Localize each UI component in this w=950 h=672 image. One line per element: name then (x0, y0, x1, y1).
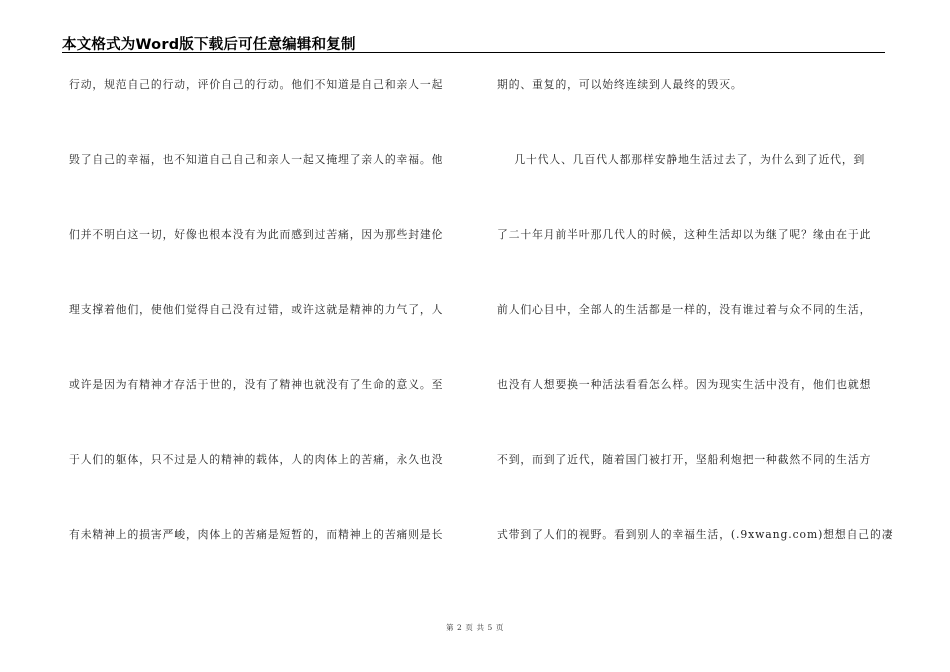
text-line: 有未精神上的损害严峻，肉体上的苦痛是短暂的，而精神上的苦痛则是长 (69, 528, 444, 541)
text-line: 期的、重复的，可以始终连续到人最终的毁灭。 (497, 78, 743, 91)
header-title: 本文格式为Word版下载后可任意编辑和复制 (62, 37, 356, 53)
text-line: 不到，而到了近代，随着国门被打开，坚船利炮把一种截然不同的生活方 (497, 453, 872, 466)
text-line: 了二十年月前半叶那几代人的时候，这种生活却以为继了呢？缘由在于此 (497, 228, 872, 241)
page-number-footer: 第 2 页 共 5 页 (445, 623, 505, 632)
text-line: 于人们的躯体，只不过是人的精神的载体，人的肉体上的苦痛，永久也没 (69, 453, 444, 466)
text-line: 理支撑着他们，使他们觉得自己没有过错，或许这就是精神的力气了，人 (69, 303, 444, 316)
text-line: 毁了自己的幸福，也不知道自己自己和亲人一起又掩埋了亲人的幸福。他 (69, 153, 444, 166)
text-line: 或许是因为有精神才存活于世的，没有了精神也就没有了生命的意义。至 (69, 378, 444, 391)
text-line: 也没有人想要换一种活法看看怎么样。因为现实生活中没有，他们也就想 (497, 378, 872, 391)
header-divider (62, 52, 885, 53)
text-line: 几十代人、几百代人都那样安静地生活过去了，为什么到了近代，到 (497, 153, 866, 166)
text-line: 们并不明白这一切，好像也根本没有为此而感到过苦痛，因为那些封建伦 (69, 228, 444, 241)
text-line: 行动，规范自己的行动，评价自己的行动。他们不知道是自己和亲人一起 (69, 78, 444, 91)
text-line: 式带到了人们的视野。看到别人的幸福生活，(.9xwang.com)想想自己的凄 (497, 528, 894, 541)
text-line: 前人们心目中，全部人的生活都是一样的，没有谁过着与众不同的生活， (497, 303, 872, 316)
